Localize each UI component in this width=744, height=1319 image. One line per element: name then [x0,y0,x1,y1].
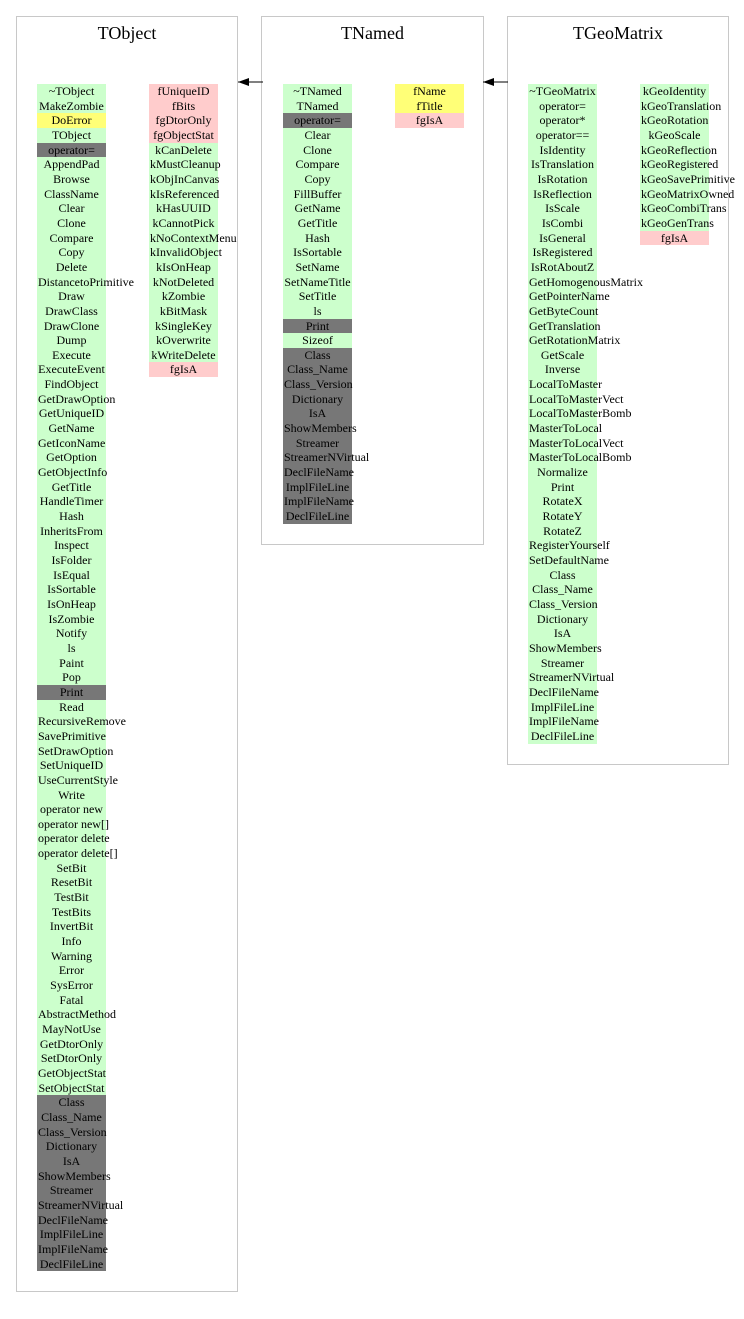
tgeomatrix-method-isrotation: IsRotation [528,172,597,187]
tgeomatrix-method-mastertolocal: MasterToLocal [529,421,603,436]
tgeomatrix-method-istranslation: IsTranslation [528,157,597,172]
tobject-method-copy: Copy [37,245,106,260]
tgeomatrix-member-list [640,84,735,245]
tobject-method-operator-delete: operator delete [38,831,110,846]
tgeomatrix-method-iscombi: IsCombi [528,216,597,231]
tobject-method-streamer: Streamer [37,1183,106,1198]
tgeomatrix-method-isidentity: IsIdentity [528,143,597,158]
tobject-method-executeevent: ExecuteEvent [38,362,105,377]
tnamed-method-operator: operator= [283,113,352,128]
tobject-method-recursiveremove: RecursiveRemove [38,714,126,729]
tobject-member-kisonheap: kIsOnHeap [149,260,218,275]
tobject-method-dictionary: Dictionary [37,1139,106,1154]
tgeomatrix-method-list [528,84,643,744]
tobject-method-setdrawoption: SetDrawOption [38,743,114,758]
tobject-method-fatal: Fatal [37,993,106,1008]
tnamed-member-list [395,84,464,128]
tobject-method-handletimer: HandleTimer [37,494,106,509]
tobject-member-fgdtoronly: fgDtorOnly [149,113,218,128]
class-title-tnamed: TNamed [341,23,404,43]
tgeomatrix-member-kgeomatrixowned: kGeoMatrixOwned [641,186,735,201]
tobject-method-geticonname: GetIconName [38,435,106,450]
tobject-method-makezombie: MakeZombie [37,99,106,114]
tnamed-method-fillbuffer: FillBuffer [283,187,352,202]
tgeomatrix-method-mastertolocalbomb: MasterToLocalBomb [529,450,632,465]
tnamed-member-fgisa: fgIsA [395,113,464,128]
tnamed-method-clone: Clone [283,143,352,158]
tnamed-method-declfilename: DeclFileName [284,465,354,480]
tobject-method-clear: Clear [37,201,106,216]
tgeomatrix-method-streamernvirtual: StreamerNVirtual [529,670,615,685]
class-box-tnamed [261,16,484,545]
tgeomatrix-method-streamer: Streamer [528,656,597,671]
tgeomatrix-method-isscale: IsScale [528,201,597,216]
tgeomatrix-method-rotatez: RotateZ [528,524,597,539]
tgeomatrix-member-kgeoscale: kGeoScale [640,128,709,143]
tgeomatrix-method-operator: operator== [528,128,597,143]
tnamed-method-issortable: IsSortable [283,245,352,260]
tobject-method-execute: Execute [37,348,106,363]
tobject-member-fgisa: fgIsA [149,362,218,377]
tobject-method-setbit: SetBit [37,861,106,876]
tgeomatrix-member-kgeorotation: kGeoRotation [641,113,709,128]
tgeomatrix-member-kgeoregistered: kGeoRegistered [641,157,719,172]
tobject-member-fgobjectstat: fgObjectStat [149,128,218,143]
tobject-method-drawclone: DrawClone [37,319,106,334]
tobject-member-kwritedelete: kWriteDelete [149,348,218,363]
tgeomatrix-method-gettranslation: GetTranslation [529,318,601,333]
tobject-method-streamernvirtual: StreamerNVirtual [38,1197,124,1212]
tnamed-method-streamernvirtual: StreamerNVirtual [284,450,370,465]
tgeomatrix-method-localtomasterbomb: LocalToMasterBomb [529,406,632,421]
tgeomatrix-method-implfileline: ImplFileLine [528,700,597,715]
inheritance-arrow-tgeomatrix-to-tnamed [481,74,509,90]
tgeomatrix-method-operator: operator= [528,99,597,114]
tobject-method-getdtoronly: GetDtorOnly [37,1037,106,1052]
tgeomatrix-method-class: Class [528,568,597,583]
tnamed-method-tnamed: TNamed [283,99,352,114]
tgeomatrix-method-getrotationmatrix: GetRotationMatrix [529,333,621,348]
tgeomatrix-member-kgeocombitrans: kGeoCombiTrans [641,201,727,216]
tobject-method-getobjectstat: GetObjectStat [38,1065,106,1080]
tobject-method-abstractmethod: AbstractMethod [38,1007,116,1022]
tnamed-member-fname: fName [395,84,464,99]
tobject-method-operator-new: operator new[] [38,816,109,831]
tobject-method-resetbit: ResetBit [37,875,106,890]
tnamed-method-dictionary: Dictionary [283,392,352,407]
tgeomatrix-method-tgeomatrix: ~TGeoMatrix [529,84,596,98]
tgeomatrix-method-getpointername: GetPointerName [529,289,610,304]
tnamed-method-settitle: SetTitle [283,289,352,304]
class-box-tgeomatrix [507,16,735,765]
tobject-method-getdrawoption: GetDrawOption [38,391,116,406]
tobject-method-declfilename: DeclFileName [38,1212,108,1227]
tobject-method-declfileline: DeclFileLine [37,1257,106,1272]
tobject-method-clone: Clone [37,216,106,231]
tobject-method-isfolder: IsFolder [37,553,106,568]
tobject-method-maynotuse: MayNotUse [37,1022,106,1037]
tgeomatrix-method-declfileline: DeclFileLine [528,729,597,744]
tgeomatrix-method-rotatey: RotateY [528,509,597,524]
tobject-member-kobjincanvas: kObjInCanvas [150,171,220,186]
tobject-method-findobject: FindObject [37,377,106,392]
tnamed-method-copy: Copy [283,172,352,187]
class-box-tobject [16,16,238,1292]
tgeomatrix-method-isreflection: IsReflection [528,187,597,202]
tobject-method-info: Info [37,934,106,949]
tgeomatrix-method-implfilename: ImplFileName [529,714,599,729]
tnamed-method-ls: ls [283,304,352,319]
tobject-method-inspect: Inspect [37,538,106,553]
inheritance-arrow-tnamed-to-tobject [236,74,264,90]
tgeomatrix-member-kgeotranslation: kGeoTranslation [641,98,722,113]
tobject-member-koverwrite: kOverwrite [149,333,218,348]
tobject-member-ksinglekey: kSingleKey [149,319,218,334]
tnamed-method-getname: GetName [283,201,352,216]
tobject-method-class-version: Class_Version [38,1124,107,1139]
tnamed-method-hash: Hash [283,231,352,246]
tobject-member-kmustcleanup: kMustCleanup [150,157,221,172]
tgeomatrix-method-class-version: Class_Version [529,596,598,611]
tobject-method-syserror: SysError [37,978,106,993]
tobject-method-pop: Pop [37,670,106,685]
tobject-method-print: Print [37,685,106,700]
tobject-method-hash: Hash [37,509,106,524]
tnamed-method-tnamed: ~TNamed [283,84,352,99]
tnamed-method-list [283,84,370,524]
tobject-method-operator: operator= [37,143,106,158]
tobject-method-getoption: GetOption [37,450,106,465]
tobject-method-compare: Compare [37,231,106,246]
tobject-method-inheritsfrom: InheritsFrom [37,524,106,539]
tobject-member-kinvalidobject: kInvalidObject [150,245,222,260]
tobject-method-setdtoronly: SetDtorOnly [37,1051,106,1066]
tobject-member-kzombie: kZombie [149,289,218,304]
tobject-member-fbits: fBits [149,99,218,114]
tobject-method-read: Read [37,700,106,715]
tobject-method-doerror: DoError [37,113,106,128]
tnamed-method-print: Print [283,319,352,334]
tobject-method-operator-delete: operator delete[] [38,846,118,861]
tobject-method-gettitle: GetTitle [37,480,106,495]
tobject-method-write: Write [37,788,106,803]
tgeomatrix-method-localtomastervect: LocalToMasterVect [529,391,624,406]
tnamed-method-clear: Clear [283,128,352,143]
tnamed-method-implfileline: ImplFileLine [283,480,352,495]
tnamed-method-implfilename: ImplFileName [284,494,354,509]
tgeomatrix-method-dictionary: Dictionary [528,612,597,627]
tobject-method-draw: Draw [37,289,106,304]
tobject-method-implfileline: ImplFileLine [37,1227,106,1242]
tobject-method-setobjectstat: SetObjectStat [38,1080,105,1095]
tobject-method-ls: ls [37,641,106,656]
tobject-method-saveprimitive: SavePrimitive [38,728,106,743]
tnamed-method-class-name: Class_Name [283,362,352,377]
tobject-method-operator-new: operator new [37,802,106,817]
tgeomatrix-method-showmembers: ShowMembers [529,640,602,655]
tnamed-method-streamer: Streamer [283,436,352,451]
tgeomatrix-method-registeryourself: RegisterYourself [529,538,610,553]
tnamed-method-class-version: Class_Version [284,377,353,392]
tobject-member-kcannotpick: kCannotPick [149,216,218,231]
tgeomatrix-method-isgeneral: IsGeneral [528,231,597,246]
tobject-method-issortable: IsSortable [37,582,106,597]
tobject-method-appendpad: AppendPad [37,157,106,172]
tobject-method-getname: GetName [37,421,106,436]
tobject-method-isequal: IsEqual [37,568,106,583]
tgeomatrix-method-normalize: Normalize [528,465,597,480]
tobject-method-error: Error [37,963,106,978]
tobject-method-invertbit: InvertBit [37,919,106,934]
tgeomatrix-method-getbytecount: GetByteCount [529,303,599,318]
tobject-method-class-name: Class_Name [37,1110,106,1125]
tnamed-method-declfileline: DeclFileLine [283,509,352,524]
tgeomatrix-method-class-name: Class_Name [528,582,597,597]
tobject-method-getuniqueid: GetUniqueID [38,406,105,421]
tgeomatrix-method-isa: IsA [528,626,597,641]
tobject-method-isa: IsA [37,1154,106,1169]
tgeomatrix-method-print: Print [528,480,597,495]
tgeomatrix-method-localtomaster: LocalToMaster [529,377,603,392]
tnamed-method-isa: IsA [283,406,352,421]
tobject-member-funiqueid: fUniqueID [149,84,218,99]
tobject-member-list [149,84,237,377]
tobject-method-isonheap: IsOnHeap [37,597,106,612]
class-title-tobject: TObject [97,23,157,43]
tobject-method-setuniqueid: SetUniqueID [37,758,106,773]
tobject-member-kbitmask: kBitMask [149,304,218,319]
tobject-member-kcandelete: kCanDelete [149,143,218,158]
tobject-method-classname: ClassName [37,187,106,202]
tnamed-method-sizeof: Sizeof [283,333,352,348]
tobject-method-dump: Dump [37,333,106,348]
tobject-method-iszombie: IsZombie [37,612,106,627]
tobject-method-warning: Warning [37,949,106,964]
tgeomatrix-method-isrotaboutz: IsRotAboutZ [528,260,597,275]
tobject-method-testbits: TestBits [37,905,106,920]
tgeomatrix-member-kgeoidentity: kGeoIdentity [640,84,709,99]
tobject-method-drawclass: DrawClass [37,304,106,319]
tgeomatrix-member-kgeosaveprimitive: kGeoSavePrimitive [641,171,735,186]
class-title-tgeomatrix: TGeoMatrix [573,23,663,43]
tobject-method-tobject: TObject [37,128,106,143]
tnamed-method-class: Class [283,348,352,363]
tobject-member-kisreferenced: kIsReferenced [150,186,220,201]
tgeomatrix-method-mastertolocalvect: MasterToLocalVect [529,435,624,450]
tgeomatrix-method-rotatex: RotateX [528,494,597,509]
tgeomatrix-method-getscale: GetScale [528,348,597,363]
tobject-method-list [37,84,134,1271]
tobject-method-browse: Browse [37,172,106,187]
tnamed-member-ftitle: fTitle [395,99,464,114]
tobject-method-usecurrentstyle: UseCurrentStyle [38,772,118,787]
tnamed-method-setname: SetName [283,260,352,275]
tnamed-method-gettitle: GetTitle [283,216,352,231]
tobject-method-getobjectinfo: GetObjectInfo [38,465,108,480]
tobject-method-showmembers: ShowMembers [38,1168,111,1183]
tgeomatrix-member-kgeogentrans: kGeoGenTrans [641,215,714,230]
tgeomatrix-method-setdefaultname: SetDefaultName [529,553,609,567]
tobject-method-class: Class [37,1095,106,1110]
tgeomatrix-member-kgeoreflection: kGeoReflection [641,142,717,157]
tobject-member-knotdeleted: kNotDeleted [149,275,218,290]
tobject-member-knocontextmenu: kNoContextMenu [150,230,237,245]
tgeomatrix-method-declfilename: DeclFileName [529,684,599,699]
tobject-method-testbit: TestBit [37,890,106,905]
tnamed-method-showmembers: ShowMembers [284,421,357,436]
tgeomatrix-method-operator: operator* [528,113,597,128]
tnamed-method-compare: Compare [283,157,352,172]
tgeomatrix-member-fgisa: fgIsA [640,231,709,246]
tobject-method-distancetoprimitive: DistancetoPrimitive [38,274,134,289]
tobject-method-tobject: ~TObject [37,84,106,99]
tgeomatrix-method-gethomogenousmatrix: GetHomogenousMatrix [529,274,643,289]
tobject-member-khasuuid: kHasUUID [149,201,218,216]
tnamed-method-setnametitle: SetNameTitle [284,274,351,289]
tgeomatrix-method-inverse: Inverse [528,362,597,377]
tobject-method-paint: Paint [37,656,106,671]
tobject-method-delete: Delete [37,260,106,275]
tobject-method-notify: Notify [37,626,106,641]
tgeomatrix-method-isregistered: IsRegistered [528,245,597,260]
tobject-method-implfilename: ImplFileName [38,1241,108,1256]
